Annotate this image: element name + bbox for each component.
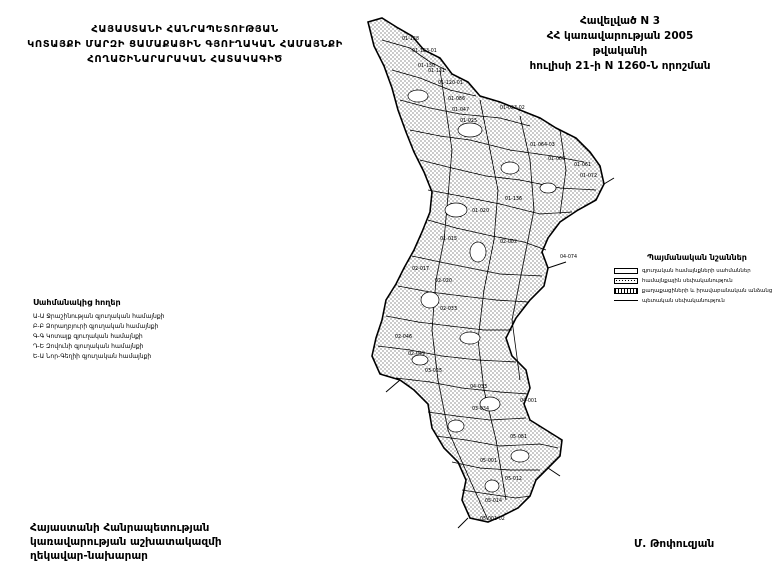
parcel-number-label: 03-025: [425, 369, 442, 374]
signature-line2: կառավարության աշխատակազմի: [30, 536, 222, 548]
parcel-number-label: 04-033: [470, 385, 487, 390]
parcel-number-label: 01-120-01: [438, 81, 463, 86]
parcel-number-label: 04-074: [560, 255, 577, 260]
parcel-number-label: 05-081: [510, 435, 527, 440]
parcel-number-label: 02-002: [500, 240, 517, 245]
parcel-number-label: 01-025: [460, 119, 477, 124]
parcel-number-label: 02-020: [435, 279, 452, 284]
parcel-number-label: 05-001: [480, 459, 497, 464]
parcel-number-label: 02-033: [440, 307, 457, 312]
legend-label: գյուղական համայնքների սահմաններ: [642, 268, 751, 274]
legend-label: համայնքային սեփականություն: [642, 278, 733, 284]
parcel-number-label: 02-049: [408, 352, 425, 357]
adjacent-land-item: Բ-Բ Ձորաղբյուրի գյուղական համայնքի: [33, 323, 159, 330]
annex-decree-date: հուլիսի 21-ի N 1260-Ն որոշման: [529, 60, 711, 72]
parcel-number-label: 01-015: [440, 237, 457, 242]
parcel-number-label: 01-136: [505, 197, 522, 202]
annex-decree-line: ՀՀ կառավարության 2005 թվականի: [546, 30, 694, 57]
adjacent-land-item: Ե-Ա Նոր-Գեղիի գյուղական համայնքի: [33, 353, 152, 360]
parcel-number-label: 01-047: [452, 108, 469, 113]
parcel-number-label: 01-086: [448, 97, 465, 102]
parcel-number-label: 05-001-02: [480, 517, 505, 522]
legend-label: քաղաքացիների և իրավաբանական անձանց: [642, 288, 773, 294]
parcel-number-label: 01-023-02: [500, 106, 525, 111]
signatory-name: Մ. Թոփուզյան: [634, 538, 715, 550]
parcel-number-label: 02-046: [395, 335, 412, 340]
adjacent-land-item: Դ-Ե Զովունի գյուղական համայնքի: [33, 343, 144, 350]
signature-line3: ղեկավար-նախարար: [30, 550, 148, 562]
parcel-number-label: 02-017: [412, 267, 429, 272]
legend-label: պետական սեփականություն: [642, 298, 725, 304]
map-title-line2: ԿՈՏԱՅՔԻ ՄԱՐԶԻ ՑԱՄԱՔԱՅԻՆ ԳՅՈՒՂԱԿԱՆ ՀԱՄԱՅՆՔԻ: [27, 39, 343, 50]
parcel-number-label: 01-133-01: [412, 49, 437, 54]
parcel-number-label: 04-001: [520, 399, 537, 404]
community-boundary: [368, 18, 604, 522]
parcel-number-label: 05-012: [505, 477, 522, 482]
parcel-number-label: 01-072: [580, 174, 597, 179]
adjacent-lands-title: Սահմանակից հողեր: [33, 298, 121, 307]
parcel-number-label: 01-020: [472, 209, 489, 214]
map-title-line1: ՀԱՅԱՍՏԱՆԻ ՀԱՆՐԱՊԵՏՈՒԹՅԱՆ: [91, 24, 279, 35]
map-title-line3: ՀՈՂԱՇԻՆԱՐԱՐԱԿԱՆ ՀԱՏԱԿԱԳԻԾ: [87, 54, 283, 65]
parcel-number-label: 01-130: [418, 64, 435, 69]
annex-number: Հավելված N 3: [579, 15, 661, 27]
parcel-number-label: 01-131: [428, 69, 445, 74]
adjacent-land-item: Ա-Ա Ջրաշինության գյուղական համայնքի: [33, 313, 165, 320]
parcel-number-label: 01-066: [548, 157, 565, 162]
legend-title: Պայմանական նշաններ: [647, 253, 747, 262]
parcel-number-label: 01-138: [402, 37, 419, 42]
parcel-number-label: 05-014: [485, 499, 502, 504]
parcel-number-label: 01-064-03: [530, 143, 555, 148]
adjacent-land-item: Գ-Գ Կոտայք գյուղական համայնքի: [33, 333, 143, 340]
signature-line1: Հայաստանի Հանրապետության: [30, 522, 210, 534]
parcel-number-label: 03-034: [472, 407, 489, 412]
signature-block: [30, 521, 222, 563]
parcel-number-label: 01-061: [574, 163, 591, 168]
